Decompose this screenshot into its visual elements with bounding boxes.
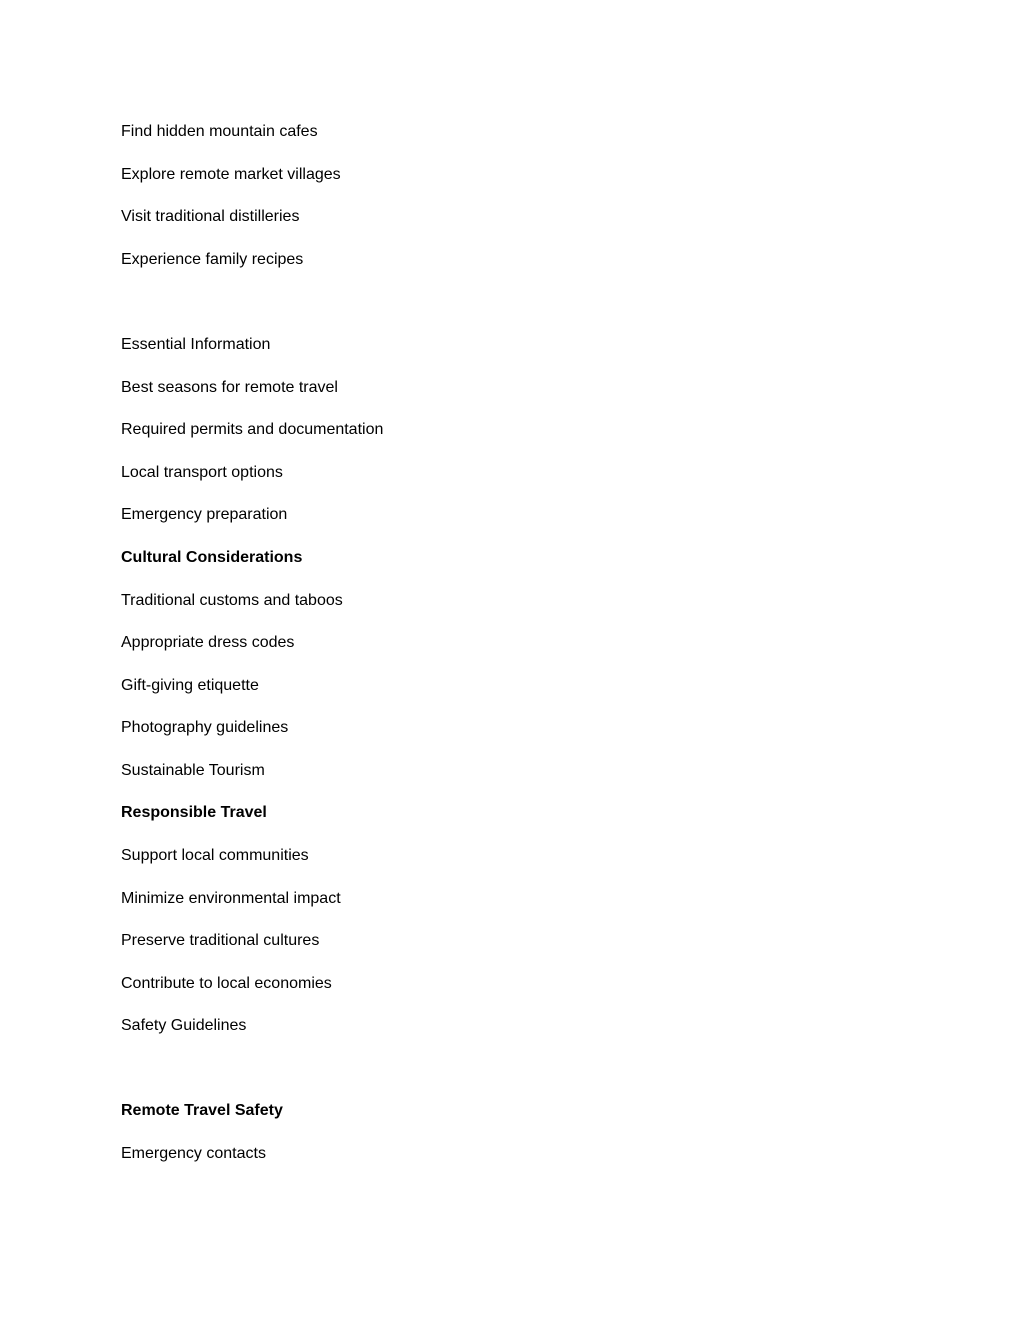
- text-line: Best seasons for remote travel: [121, 379, 338, 396]
- text-line: Minimize environmental impact: [121, 890, 341, 907]
- text-line: Traditional customs and taboos: [121, 592, 343, 609]
- text-line: Visit traditional distilleries: [121, 208, 300, 225]
- text-line: Sustainable Tourism: [121, 762, 265, 779]
- text-line: Safety Guidelines: [121, 1017, 247, 1034]
- section-heading: Cultural Considerations: [121, 549, 303, 566]
- text-line: Local transport options: [121, 464, 283, 481]
- text-line: Gift-giving etiquette: [121, 677, 259, 694]
- text-line: Explore remote market villages: [121, 166, 341, 183]
- text-line: Support local communities: [121, 847, 309, 864]
- text-line: Emergency preparation: [121, 506, 288, 523]
- section-heading: Remote Travel Safety: [121, 1102, 283, 1119]
- text-line: Preserve traditional cultures: [121, 932, 320, 949]
- text-line: Find hidden mountain cafes: [121, 123, 318, 140]
- text-line: Required permits and documentation: [121, 421, 384, 438]
- text-line: Emergency contacts: [121, 1145, 266, 1162]
- text-line: Experience family recipes: [121, 251, 304, 268]
- text-line: Essential Information: [121, 336, 271, 353]
- section-heading: Responsible Travel: [121, 804, 267, 821]
- text-line: Contribute to local economies: [121, 975, 332, 992]
- text-line: Appropriate dress codes: [121, 634, 295, 651]
- text-line: Photography guidelines: [121, 719, 289, 736]
